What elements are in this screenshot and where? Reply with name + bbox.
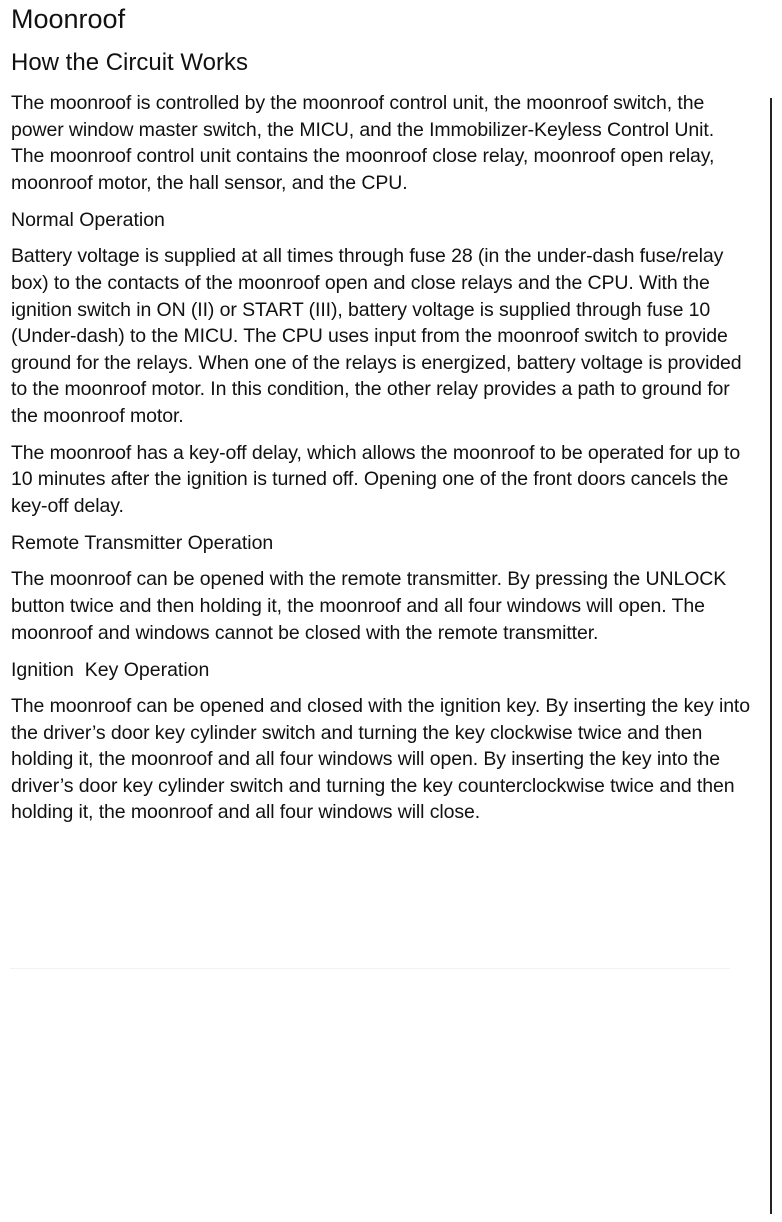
- remote-transmitter-paragraph: The moonroof can be opened with the remote transmitter. By pressing the UNLOCK button twice and then holding it, the moonroof and all four windows will open. The moonroof and windows cannot be closed with the remote transmitter.: [11, 568, 727, 644]
- page-subtitle: How the Circuit Works: [11, 49, 248, 76]
- document-page: [11, 2, 751, 826]
- faint-divider: [10, 968, 730, 969]
- ignition-key-paragraph: The moonroof can be opened and closed with the ignition key. By inserting the key into the driver’s door key cylinder switch and turning the key clockwise twice and then holding it, the moonroof and all four windows will open. By inserting the key into the driver’s door key cylinder switch and turning the key counterclockwise twice and then holding it, the moonroof and all four windows will close.: [11, 695, 750, 824]
- section-heading-ignition-key: Ignition Key Operation: [11, 659, 210, 682]
- normal-operation-paragraph: Battery voltage is supplied at all times through fuse 28 (in the under-dash fuse/relay box) to the contacts of the moonroof open and close relays and the CPU. With the ignition switch in ON (II) or START (III), battery voltage is supplied through fuse 10 (Under-dash) to the MICU. The CPU uses input from the moonroof switch to provide ground for the relays. When one of the relays is energized, battery voltage is provided to the moonroof motor. In this condition, the other relay provides a path to ground for the moonroof motor.: [11, 245, 742, 427]
- section-heading-normal-operation: Normal Operation: [11, 209, 165, 232]
- section-heading-remote-transmitter: Remote Transmitter Operation: [11, 532, 274, 555]
- right-margin-rule: [770, 98, 772, 1214]
- key-off-delay-paragraph: The moonroof has a key-off delay, which allows the moonroof to be operated for up to 10 minutes after the ignition is turned off. Opening one of the front doors cancels the key-off delay.: [11, 441, 741, 517]
- intro-paragraph: The moonroof is controlled by the moonroof control unit, the moonroof switch, the power window master switch, the MICU, and the Immobilizer-Keyless Control Unit. The moonroof control unit contains the moonroof close relay, moonroof open relay, moonroof motor, the hall sensor, and the CPU.: [11, 92, 715, 194]
- page-title: Moonroof: [11, 4, 126, 34]
